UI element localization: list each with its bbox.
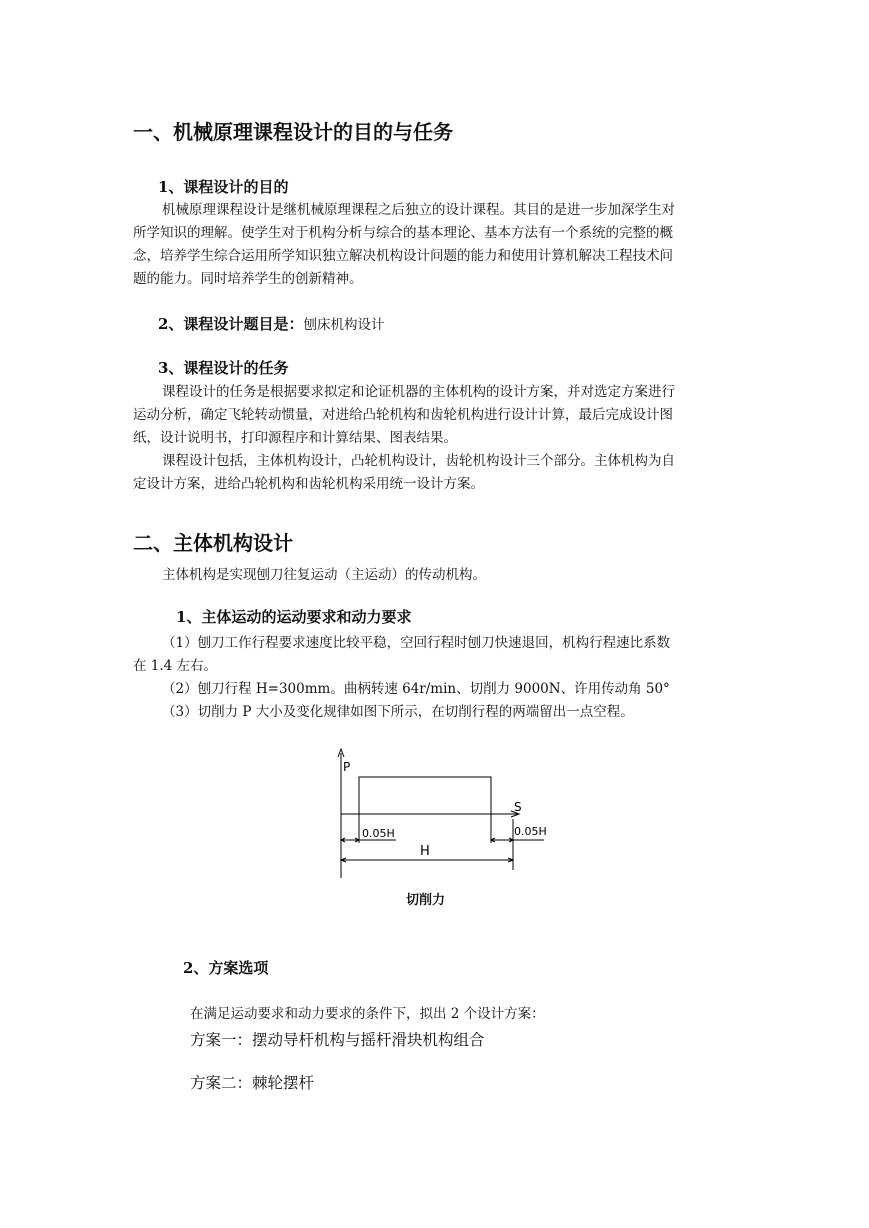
section1-sub3-heading: 3、课程设计的任务 [158,359,289,377]
section2-heading: 二、主体机构设计 [133,531,293,555]
section1-sub3-line-1: 课程设计的任务是根据要求拟定和论证机器的主体机构的设计方案，并对选定方案进行 [162,384,675,400]
p-axis-label: P [343,760,351,774]
section2-sub1-line-3: （2）刨刀行程 H=300mm。曲柄转速 64r/min、切削力 9000N、许用传动角 50° [162,681,670,697]
section1-sub2-value: 刨床机构设计 [303,317,385,333]
section2-sub1-line-2: 在 1.4 左右。 [133,658,218,674]
force-region [359,777,491,814]
section2-sub2-intro: 在满足运动要求和动力要求的条件下，拟出 2 个设计方案： [190,1006,545,1022]
section1-sub1-line-3: 念，培养学生综合运用所学知识独立解决机构设计问题的能力和使用计算机解决工程技术问 [133,248,673,264]
section1-sub2-heading: 2、课程设计题目是： [158,315,304,333]
section1-sub3-line-5: 定设计方案，进给凸轮机构和齿轮机构采用统一设计方案。 [133,476,484,492]
section2-sub1-heading: 1、主体运动的运动要求和动力要求 [176,608,412,626]
right-gap-label: 0.05H [514,825,547,838]
section2-sub1-line-4: （3）切削力 P 大小及变化规律如图下所示，在切削行程的两端留出一点空程。 [162,704,634,720]
section1-sub3-line-2: 运动分析，确定飞轮转动惯量，对进给凸轮机构和齿轮机构进行设计计算，最后完成设计图 [133,407,673,423]
section2-intro: 主体机构是实现刨刀往复运动（主运动）的传动机构。 [162,567,486,583]
section1-sub1-line-1: 机械原理课程设计是继机械原理课程之后独立的设计课程。其目的是进一步加深学生对 [162,202,675,218]
section1-sub2 [158,313,384,334]
option-1: 方案一：摆动导杆机构与摇杆滑块机构组合 [190,1031,485,1049]
section2-sub1-line-1: （1）刨刀工作行程要求速度比较平稳，空回行程时刨刀快速退回，机构行程速比系数 [162,635,671,651]
section1-sub3-line-4: 课程设计包括，主体机构设计，凸轮机构设计，齿轮机构设计三个部分。主体机构为自 [162,453,675,469]
figure-caption: 切削力 [406,893,446,908]
section1-heading: 一、机械原理课程设计的目的与任务 [133,120,453,144]
cutting-force-diagram [330,745,560,885]
left-gap-label: 0.05H [362,827,395,840]
section1-sub3-line-3: 纸，设计说明书，打印源程序和计算结果、图表结果。 [133,430,457,446]
stroke-label: H [420,844,430,859]
section1-sub1-line-2: 所学知识的理解。使学生对于机构分析与综合的基本理论、基本方法有一个系统的完整的概 [133,225,673,241]
s-axis-label: S [514,800,522,814]
section1-sub1-line-4: 题的能力。同时培养学生的创新精神。 [133,271,363,287]
section2-sub2-heading: 2、方案选项 [183,959,269,977]
option-2: 方案二：棘轮摆杆 [190,1074,315,1092]
section1-sub1-heading: 1、课程设计的目的 [158,178,289,196]
